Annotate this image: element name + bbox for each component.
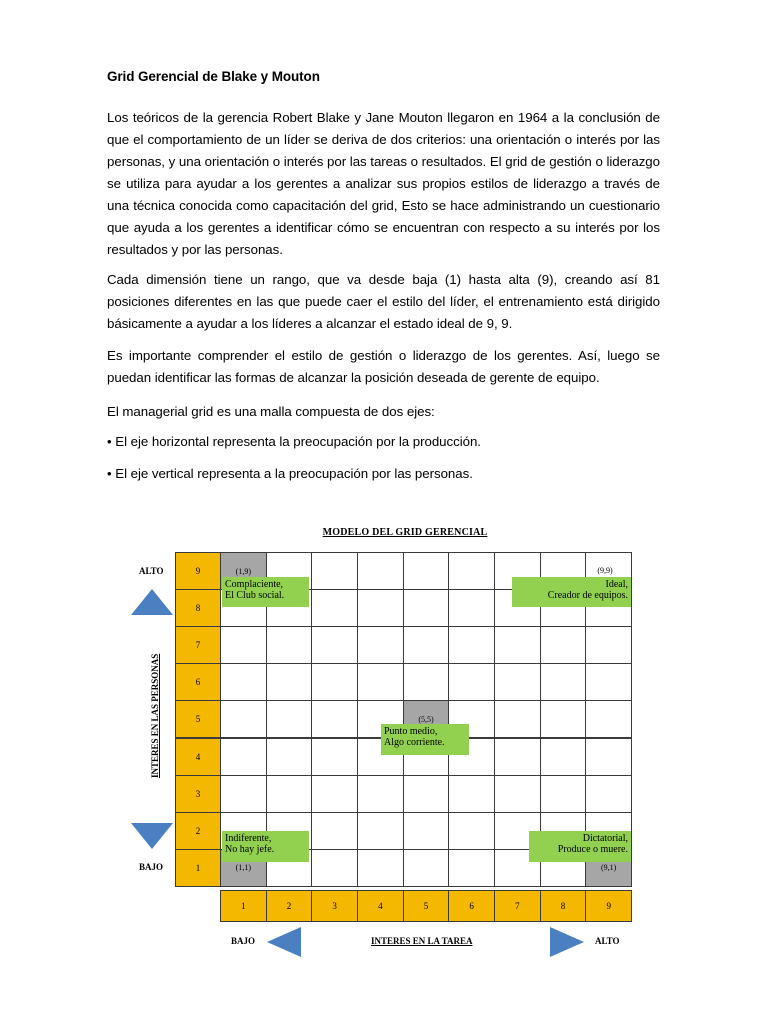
grid-cell [357,589,404,627]
grid-cell [585,700,632,738]
grid-cell [403,589,450,627]
grid-cell [585,775,632,813]
grid-cell [403,552,450,590]
grid-cell [357,663,404,701]
grid-cell [448,552,495,590]
row-number-cell: 1 [175,849,221,887]
col-number-cell: 4 [357,890,404,922]
grid-cell [540,700,587,738]
grid-cell [311,626,358,664]
x-axis-low-label: BAJO [231,936,256,946]
x-axis-high-label: ALTO [595,936,620,946]
style-9-1-desc: Produce o muere. [557,844,628,855]
style-1-9-desc: El Club social. [225,590,285,601]
paragraph-dimensions: Cada dimensión tiene un rango, que va desde baja (1) hasta alta (9), creando así 81 posiciones diferentes en las que puede caer el estilo del líder, el entrenamiento está dirigido básicamente a ayudar a los líderes a alcanzar el estado ideal de 9, 9. [107,272,660,331]
grid-cell [494,626,541,664]
paragraph-intro: Los teóricos de la gerencia Robert Blake y Jane Mouton llegaron en 1964 a la conclusión de que el comportamiento de un líder se deriva de dos criterios: una orientación o interés por las personas, y una orientación o interés por las tareas o resultados. El grid de gestión o liderazgo se utiliza para ayudar a los gerentes a analizar sus propios estilos de liderazgo a través de una técnica conocida como capacitación del grid, Esto se hace administrando un cuestionario que ayuda a los gerentes a identificar cómo se encuentran con respecto a su interés por los resultados y por las personas. [107,110,660,257]
grid-cell [403,626,450,664]
grid-cell [494,775,541,813]
up-arrow-icon [130,588,174,616]
grid-cell [220,626,267,664]
style-box-5-5 [381,724,469,755]
grid-cell [448,849,495,887]
col-number-cell: 5 [403,890,450,922]
grid-cell [585,663,632,701]
grid-cell [403,849,450,887]
grid-cell [311,738,358,776]
figure-title: MODELO DEL GRID GERENCIAL [322,527,488,538]
style-9-9-name: Ideal, [605,579,628,590]
anchor-cell: (5,5) [403,700,450,738]
grid-cell [311,775,358,813]
grid-cell [266,738,313,776]
row-number-cell: 2 [175,812,221,850]
anchor-cell: (1,9) [220,552,267,590]
page-title: Grid Gerencial de Blake y Mouton [107,69,320,84]
grid-cell [585,738,632,776]
col-number-cell: 6 [448,890,495,922]
grid-cell [357,812,404,850]
grid-cell [448,812,495,850]
grid-cell [448,775,495,813]
col-number-cell: 8 [540,890,587,922]
row-number-cell: 7 [175,626,221,664]
style-1-1-desc: No hay jefe. [225,844,275,855]
y-axis-title: INTERES EN LAS PERSONAS [150,653,160,778]
x-axis-title: INTERES EN LA TAREA [371,936,473,946]
bullet-horizontal-axis: • El eje horizontal representa la preocupación por la producción. [107,434,481,449]
grid-cell [220,738,267,776]
grid-cell [357,775,404,813]
grid-cell [266,626,313,664]
grid-cell [448,626,495,664]
paragraph-axes-intro: El managerial grid es una malla compuesta de dos ejes: [107,404,435,419]
grid-cell [311,552,358,590]
col-number-cell: 7 [494,890,541,922]
left-arrow-icon [266,926,302,958]
grid-cell [540,626,587,664]
style-5-5-name: Punto medio, [384,726,438,737]
grid-cell [448,589,495,627]
y-axis-low-label: BAJO [139,862,164,872]
col-number-cell: 2 [266,890,313,922]
row-number-cell: 6 [175,663,221,701]
row-number-cell: 4 [175,738,221,776]
col-number-cell: 3 [311,890,358,922]
grid-cell [311,700,358,738]
style-box-9-9 [512,577,631,607]
grid-cell [403,812,450,850]
grid-cell [220,663,267,701]
style-9-1-name: Dictatorial, [582,833,628,844]
grid-cell [540,775,587,813]
grid-cell [311,812,358,850]
style-box-9-1 [529,831,631,862]
grid-cell [311,663,358,701]
y-axis-high-label: ALTO [139,566,164,576]
grid-cell [585,626,632,664]
grid-cell [220,775,267,813]
grid-cell [540,663,587,701]
paragraph-importance: Es importante comprender el estilo de gestión o liderazgo de los gerentes. Así, luego se puedan identificar las formas de alcanzar la posición deseada de gerente de equipo. [107,348,660,385]
right-arrow-icon [549,926,585,958]
grid-cell [357,552,404,590]
managerial-grid [175,552,631,924]
down-arrow-icon [130,822,174,850]
coord-label-9-9: (9,9) [597,566,613,575]
style-box-1-9 [222,577,309,607]
bullet-vertical-axis: • El eje vertical representa a la preocupación por las personas. [107,466,473,481]
grid-cell [540,738,587,776]
grid-cell [403,775,450,813]
col-number-cell: 1 [220,890,267,922]
grid-cell [403,663,450,701]
style-1-1-name: Indiferente, [225,833,272,844]
style-box-1-1 [222,831,309,862]
style-1-9-name: Complaciente, [225,579,284,590]
style-5-5-desc: Algo corriente. [384,737,445,748]
anchor-cell: (1,1) [220,849,267,887]
grid-cell [494,738,541,776]
row-number-cell: 9 [175,552,221,590]
grid-cell [357,849,404,887]
row-number-cell: 8 [175,589,221,627]
grid-cell [266,700,313,738]
grid-cell [220,700,267,738]
anchor-cell: (9,1) [585,849,632,887]
grid-cell [266,663,313,701]
col-number-cell: 9 [585,890,632,922]
grid-cell [448,663,495,701]
style-9-9-desc: Creador de equipos. [547,590,628,601]
grid-cell [311,589,358,627]
row-number-cell: 5 [175,700,221,738]
row-number-cell: 3 [175,775,221,813]
grid-cell [494,700,541,738]
grid-cell [311,849,358,887]
grid-cell [266,775,313,813]
grid-cell [494,663,541,701]
grid-cell [357,626,404,664]
